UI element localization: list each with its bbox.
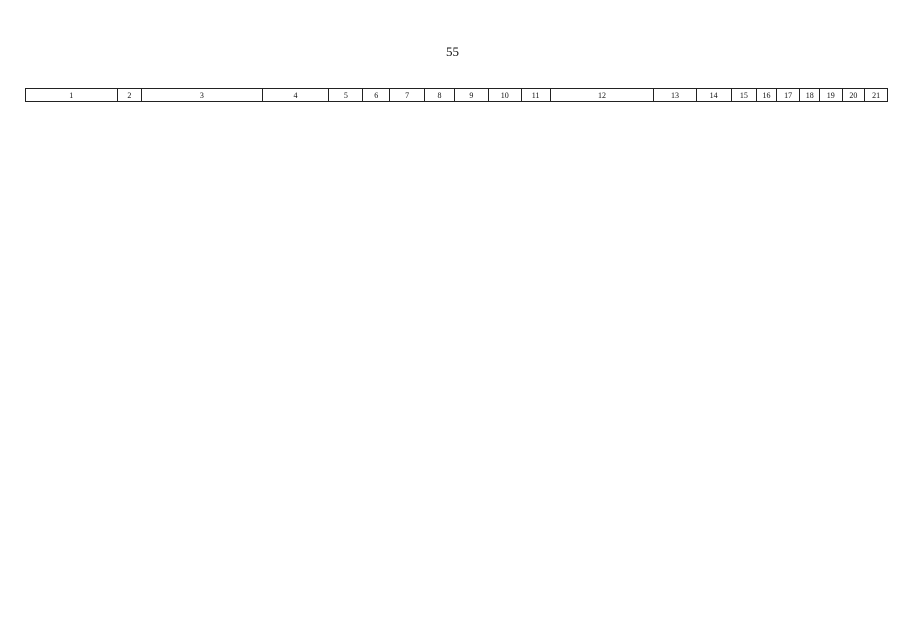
column-number: 14 [696, 89, 731, 102]
column-number: 4 [262, 89, 329, 102]
column-number: 19 [819, 89, 842, 102]
measures-table [25, 88, 888, 102]
column-number: 5 [329, 89, 363, 102]
column-number: 21 [865, 89, 888, 102]
column-number: 7 [390, 89, 425, 102]
column-number: 18 [800, 89, 820, 102]
column-number: 3 [142, 89, 262, 102]
column-number: 17 [776, 89, 800, 102]
column-number: 20 [842, 89, 865, 102]
column-number: 2 [117, 89, 142, 102]
column-number: 12 [550, 89, 654, 102]
page-number: 55 [446, 44, 459, 59]
column-number: 6 [363, 89, 390, 102]
column-number: 1 [26, 89, 118, 102]
column-number: 16 [757, 89, 777, 102]
column-number: 15 [731, 89, 757, 102]
column-number: 13 [654, 89, 696, 102]
column-number: 11 [521, 89, 550, 102]
column-number: 8 [425, 89, 455, 102]
column-number-row [26, 89, 888, 102]
column-number: 10 [488, 89, 521, 102]
column-number: 9 [454, 89, 488, 102]
